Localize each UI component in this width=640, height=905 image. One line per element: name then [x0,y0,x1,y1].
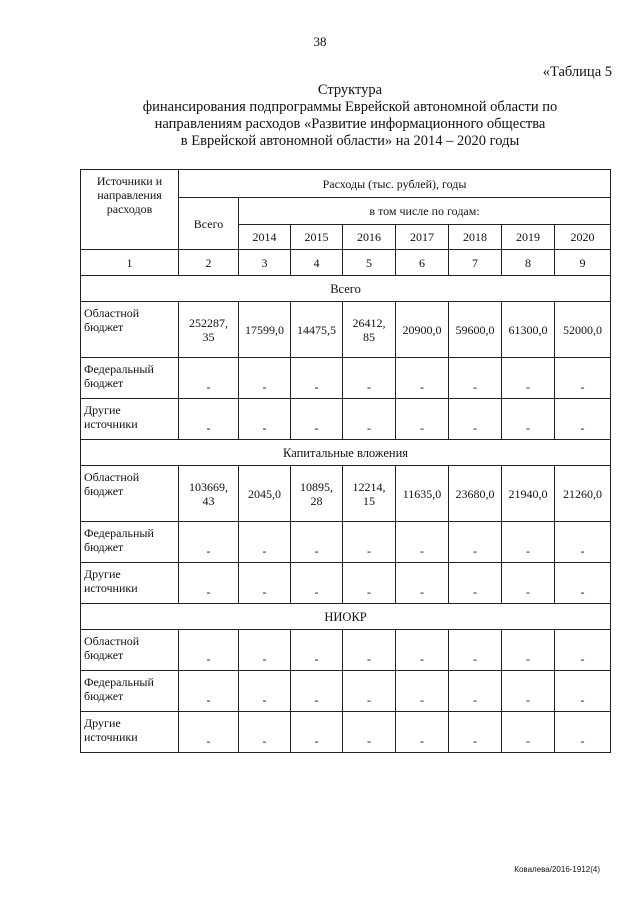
header-sources: Источники и направления расходов [81,170,179,250]
column-number: 8 [502,250,555,276]
column-number: 2 [179,250,239,276]
header-total: Всего [179,198,239,250]
title-line: направлениям расходов «Развитие информационного общества [154,116,546,132]
cell-year-value: - [555,563,611,604]
page-number: 38 [313,34,327,49]
cell-year-value: - [239,671,291,712]
cell-year-value: - [343,563,396,604]
cell-year-value: - [291,522,343,563]
column-number: 6 [396,250,449,276]
table-row [81,466,611,522]
cell-total: - [179,522,239,563]
cell-year-value: 12214, 15 [343,466,396,522]
header-year: 2014 [239,225,291,250]
row-label: Федеральный бюджет [81,522,179,563]
document-title [60,82,640,150]
cell-year-value: - [396,630,449,671]
cell-year-value: 2045,0 [239,466,291,522]
header-by-years: в том числе по годам: [239,198,611,225]
table-row [81,712,611,753]
cell-year-value: - [502,563,555,604]
cell-year-value: 52000,0 [555,302,611,358]
cell-year-value: 23680,0 [449,466,502,522]
title-line: Структура [317,82,383,98]
row-label: Другие источники [81,399,179,440]
cell-year-value: 21940,0 [502,466,555,522]
cell-year-value: - [449,630,502,671]
cell-year-value: - [502,358,555,399]
cell-year-value: - [555,671,611,712]
row-label: Областной бюджет [81,630,179,671]
title-line: финансирования подпрограммы Еврейской автономной области по [142,99,558,115]
column-number: 4 [291,250,343,276]
cell-total: 103669, 43 [179,466,239,522]
cell-total: 252287, 35 [179,302,239,358]
section-title: Капитальные вложения [81,440,611,466]
cell-year-value: - [396,399,449,440]
cell-year-value: - [239,712,291,753]
cell-year-value: - [396,671,449,712]
cell-year-value: 10895, 28 [291,466,343,522]
table-row [81,522,611,563]
cell-year-value: - [343,630,396,671]
cell-year-value: - [291,712,343,753]
cell-total: - [179,358,239,399]
financing-table [80,169,611,753]
cell-year-value: 17599,0 [239,302,291,358]
cell-year-value: - [502,671,555,712]
header-year: 2019 [502,225,555,250]
cell-year-value: - [396,522,449,563]
cell-year-value: - [396,712,449,753]
cell-year-value: - [239,522,291,563]
cell-year-value: - [502,630,555,671]
cell-year-value: - [291,399,343,440]
row-label: Федеральный бюджет [81,671,179,712]
footer-code: Ковалева/2016-1912(4) [514,865,600,874]
header-year: 2017 [396,225,449,250]
cell-total: - [179,671,239,712]
cell-year-value: - [502,522,555,563]
cell-year-value: - [449,358,502,399]
table-row [81,563,611,604]
header-year: 2018 [449,225,502,250]
table-reference: «Таблица 5 [542,64,612,80]
column-number: 3 [239,250,291,276]
cell-year-value: - [449,563,502,604]
cell-year-value: - [555,630,611,671]
cell-year-value: 61300,0 [502,302,555,358]
cell-year-value: 14475,5 [291,302,343,358]
cell-year-value: - [343,399,396,440]
column-number: 9 [555,250,611,276]
cell-year-value: 21260,0 [555,466,611,522]
row-label: Другие источники [81,712,179,753]
cell-total: - [179,630,239,671]
row-label: Областной бюджет [81,302,179,358]
column-number: 7 [449,250,502,276]
cell-year-value: - [291,671,343,712]
section-title: НИОКР [81,604,611,630]
cell-year-value: - [502,712,555,753]
cell-year-value: - [555,399,611,440]
cell-year-value: - [449,671,502,712]
table-row [81,302,611,358]
column-number: 1 [81,250,179,276]
cell-year-value: 26412, 85 [343,302,396,358]
table-row [81,671,611,712]
header-expenses: Расходы (тыс. рублей), годы [179,170,611,198]
header-year: 2016 [343,225,396,250]
cell-total: - [179,563,239,604]
row-label: Другие источники [81,563,179,604]
cell-year-value: 20900,0 [396,302,449,358]
cell-total: - [179,399,239,440]
row-label: Областной бюджет [81,466,179,522]
cell-year-value: - [449,522,502,563]
section-title: Всего [81,276,611,302]
cell-year-value: - [239,563,291,604]
cell-year-value: - [396,358,449,399]
cell-total: - [179,712,239,753]
column-number: 5 [343,250,396,276]
table-row [81,630,611,671]
cell-year-value: - [239,630,291,671]
cell-year-value: - [291,630,343,671]
cell-year-value: - [239,358,291,399]
cell-year-value: - [449,399,502,440]
cell-year-value: - [343,522,396,563]
cell-year-value: - [343,671,396,712]
cell-year-value: - [396,563,449,604]
cell-year-value: - [555,358,611,399]
cell-year-value: 11635,0 [396,466,449,522]
header-year: 2015 [291,225,343,250]
cell-year-value: - [239,399,291,440]
cell-year-value: - [291,358,343,399]
cell-year-value: - [449,712,502,753]
title-line: в Еврейской автономной области» на 2014 – 2020 годы [180,133,520,149]
table-row [81,358,611,399]
cell-year-value: - [343,712,396,753]
header-year: 2020 [555,225,611,250]
row-label: Федеральный бюджет [81,358,179,399]
cell-year-value: 59600,0 [449,302,502,358]
cell-year-value: - [291,563,343,604]
cell-year-value: - [343,358,396,399]
cell-year-value: - [502,399,555,440]
cell-year-value: - [555,522,611,563]
table-row [81,399,611,440]
cell-year-value: - [555,712,611,753]
